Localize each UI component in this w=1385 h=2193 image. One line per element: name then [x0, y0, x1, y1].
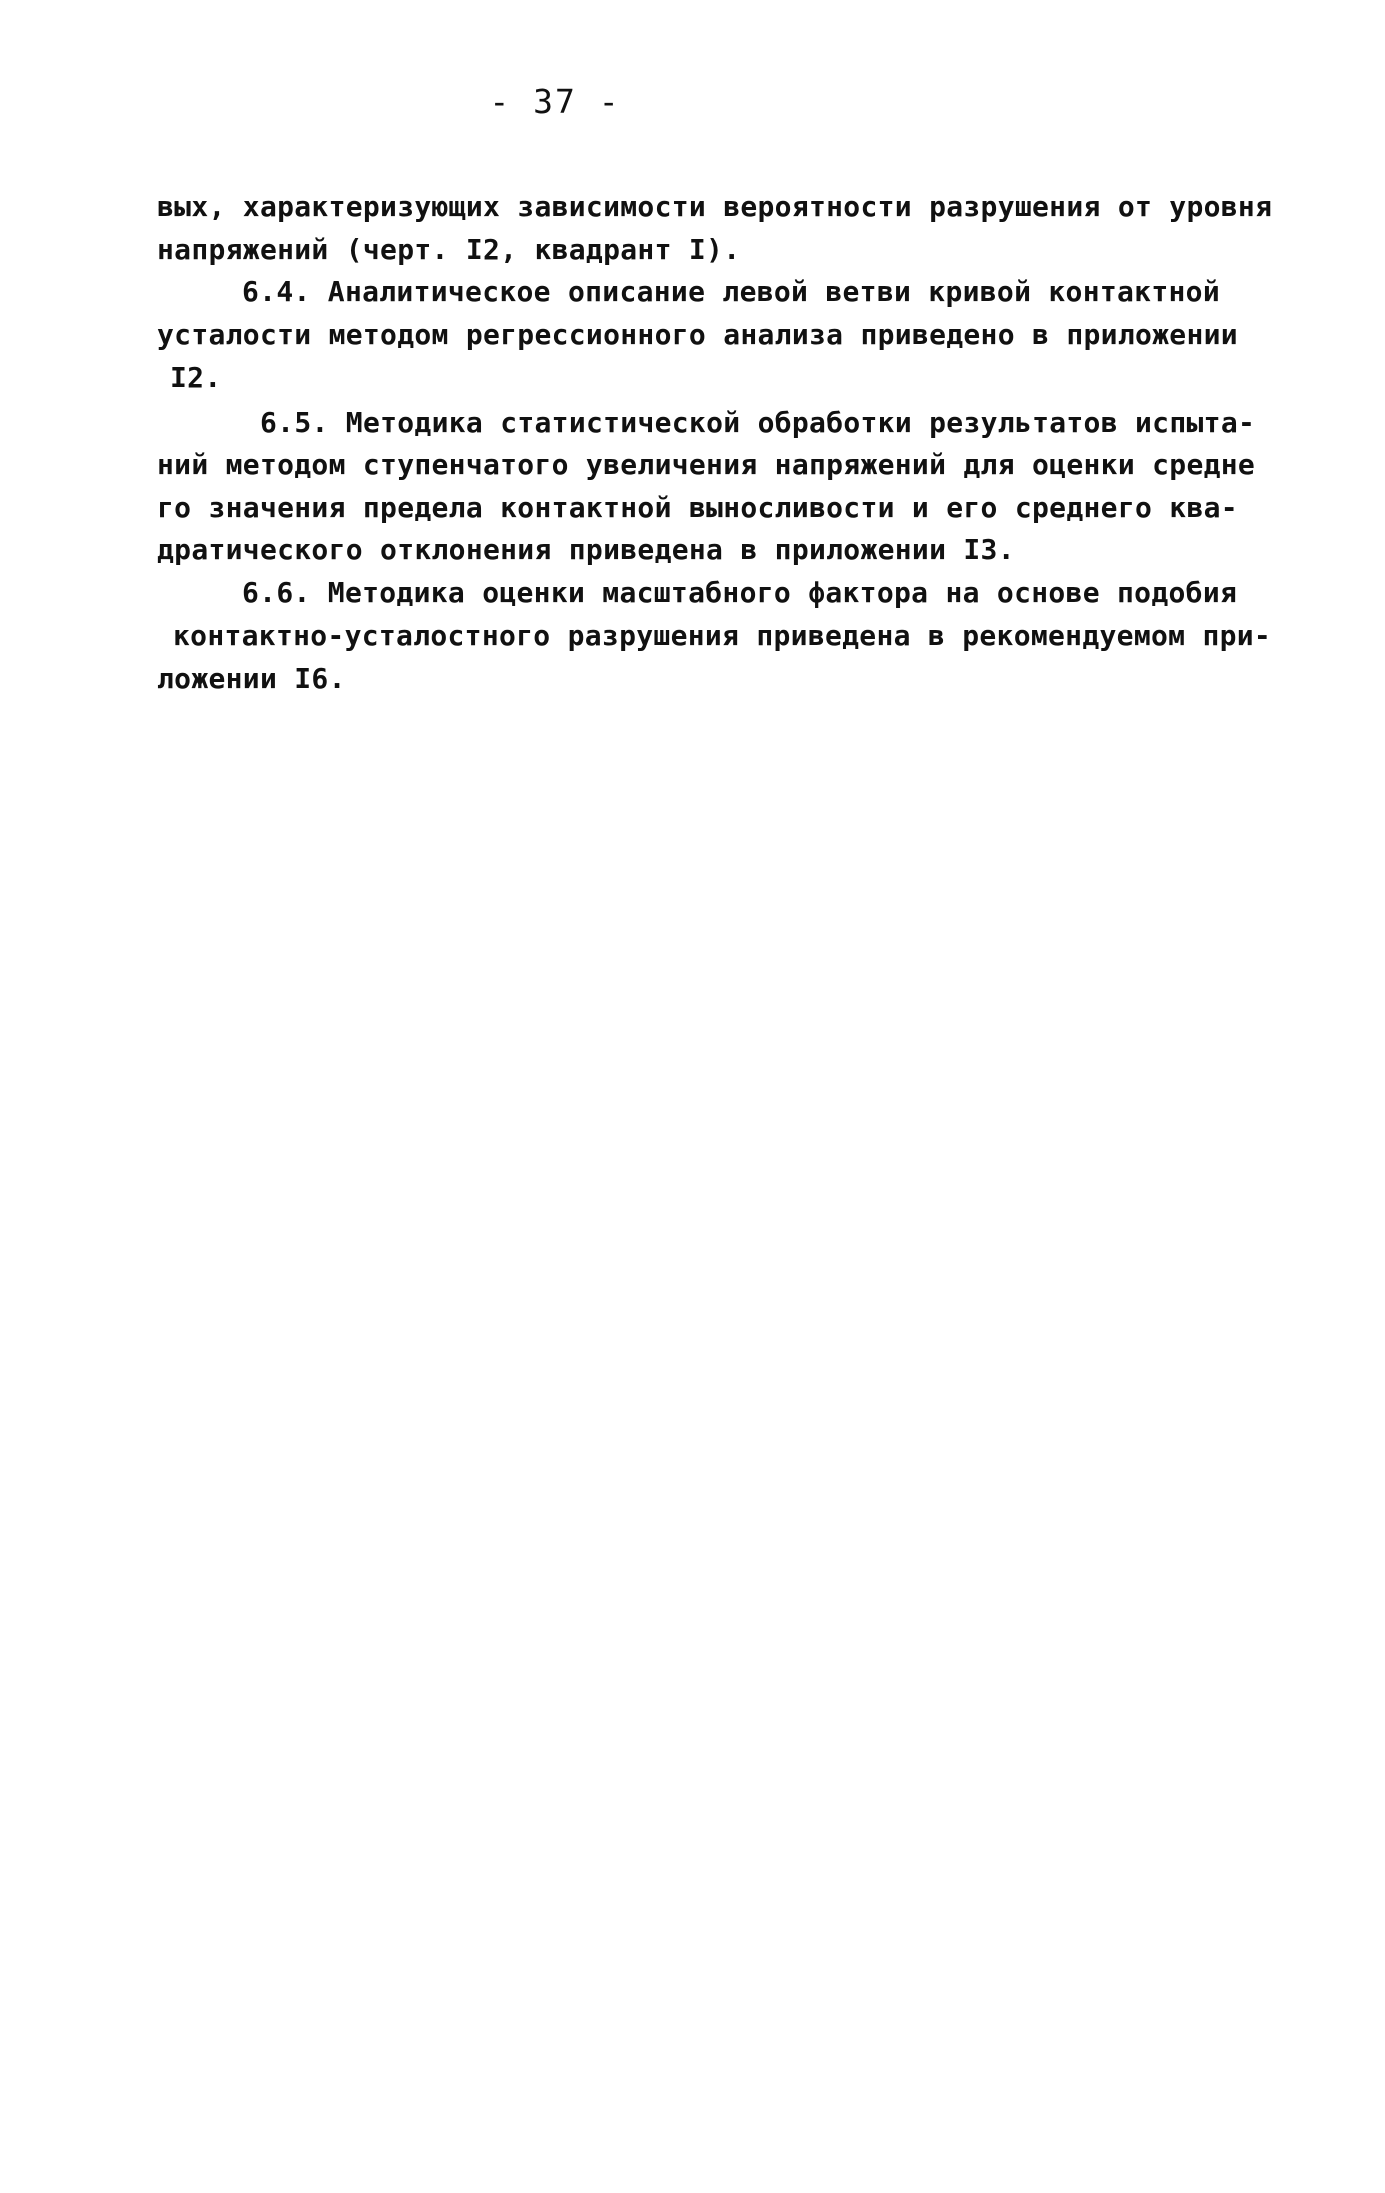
text-line: дратического отклонения приведена в приложении I3.: [157, 533, 1015, 566]
text-line: усталости методом регрессионного анализа приведено в приложении: [157, 318, 1238, 351]
text-line: вых, характеризующих зависимости вероятности разрушения от уровня: [157, 190, 1273, 223]
text-line: ний методом ступенчатого увеличения напряжений для оценки средне: [157, 448, 1256, 481]
text-line: I2.: [170, 361, 222, 394]
text-line: го значения предела контактной выносливости и его среднего ква-: [157, 491, 1238, 524]
text-line: ложении I6.: [157, 662, 346, 695]
text-line: 6.6. Методика оценки масштабного фактора на основе подобия: [242, 576, 1238, 609]
page-number: - 37 -: [489, 82, 621, 121]
text-line: контактно-усталостного разрушения приведена в рекомендуемом при-: [173, 619, 1272, 652]
text-line: 6.5. Методика статистической обработки результатов испыта-: [260, 406, 1256, 439]
text-line: напряжений (черт. I2, квадрант I).: [157, 233, 741, 266]
text-line: 6.4. Аналитическое описание левой ветви кривой контактной: [242, 275, 1220, 308]
